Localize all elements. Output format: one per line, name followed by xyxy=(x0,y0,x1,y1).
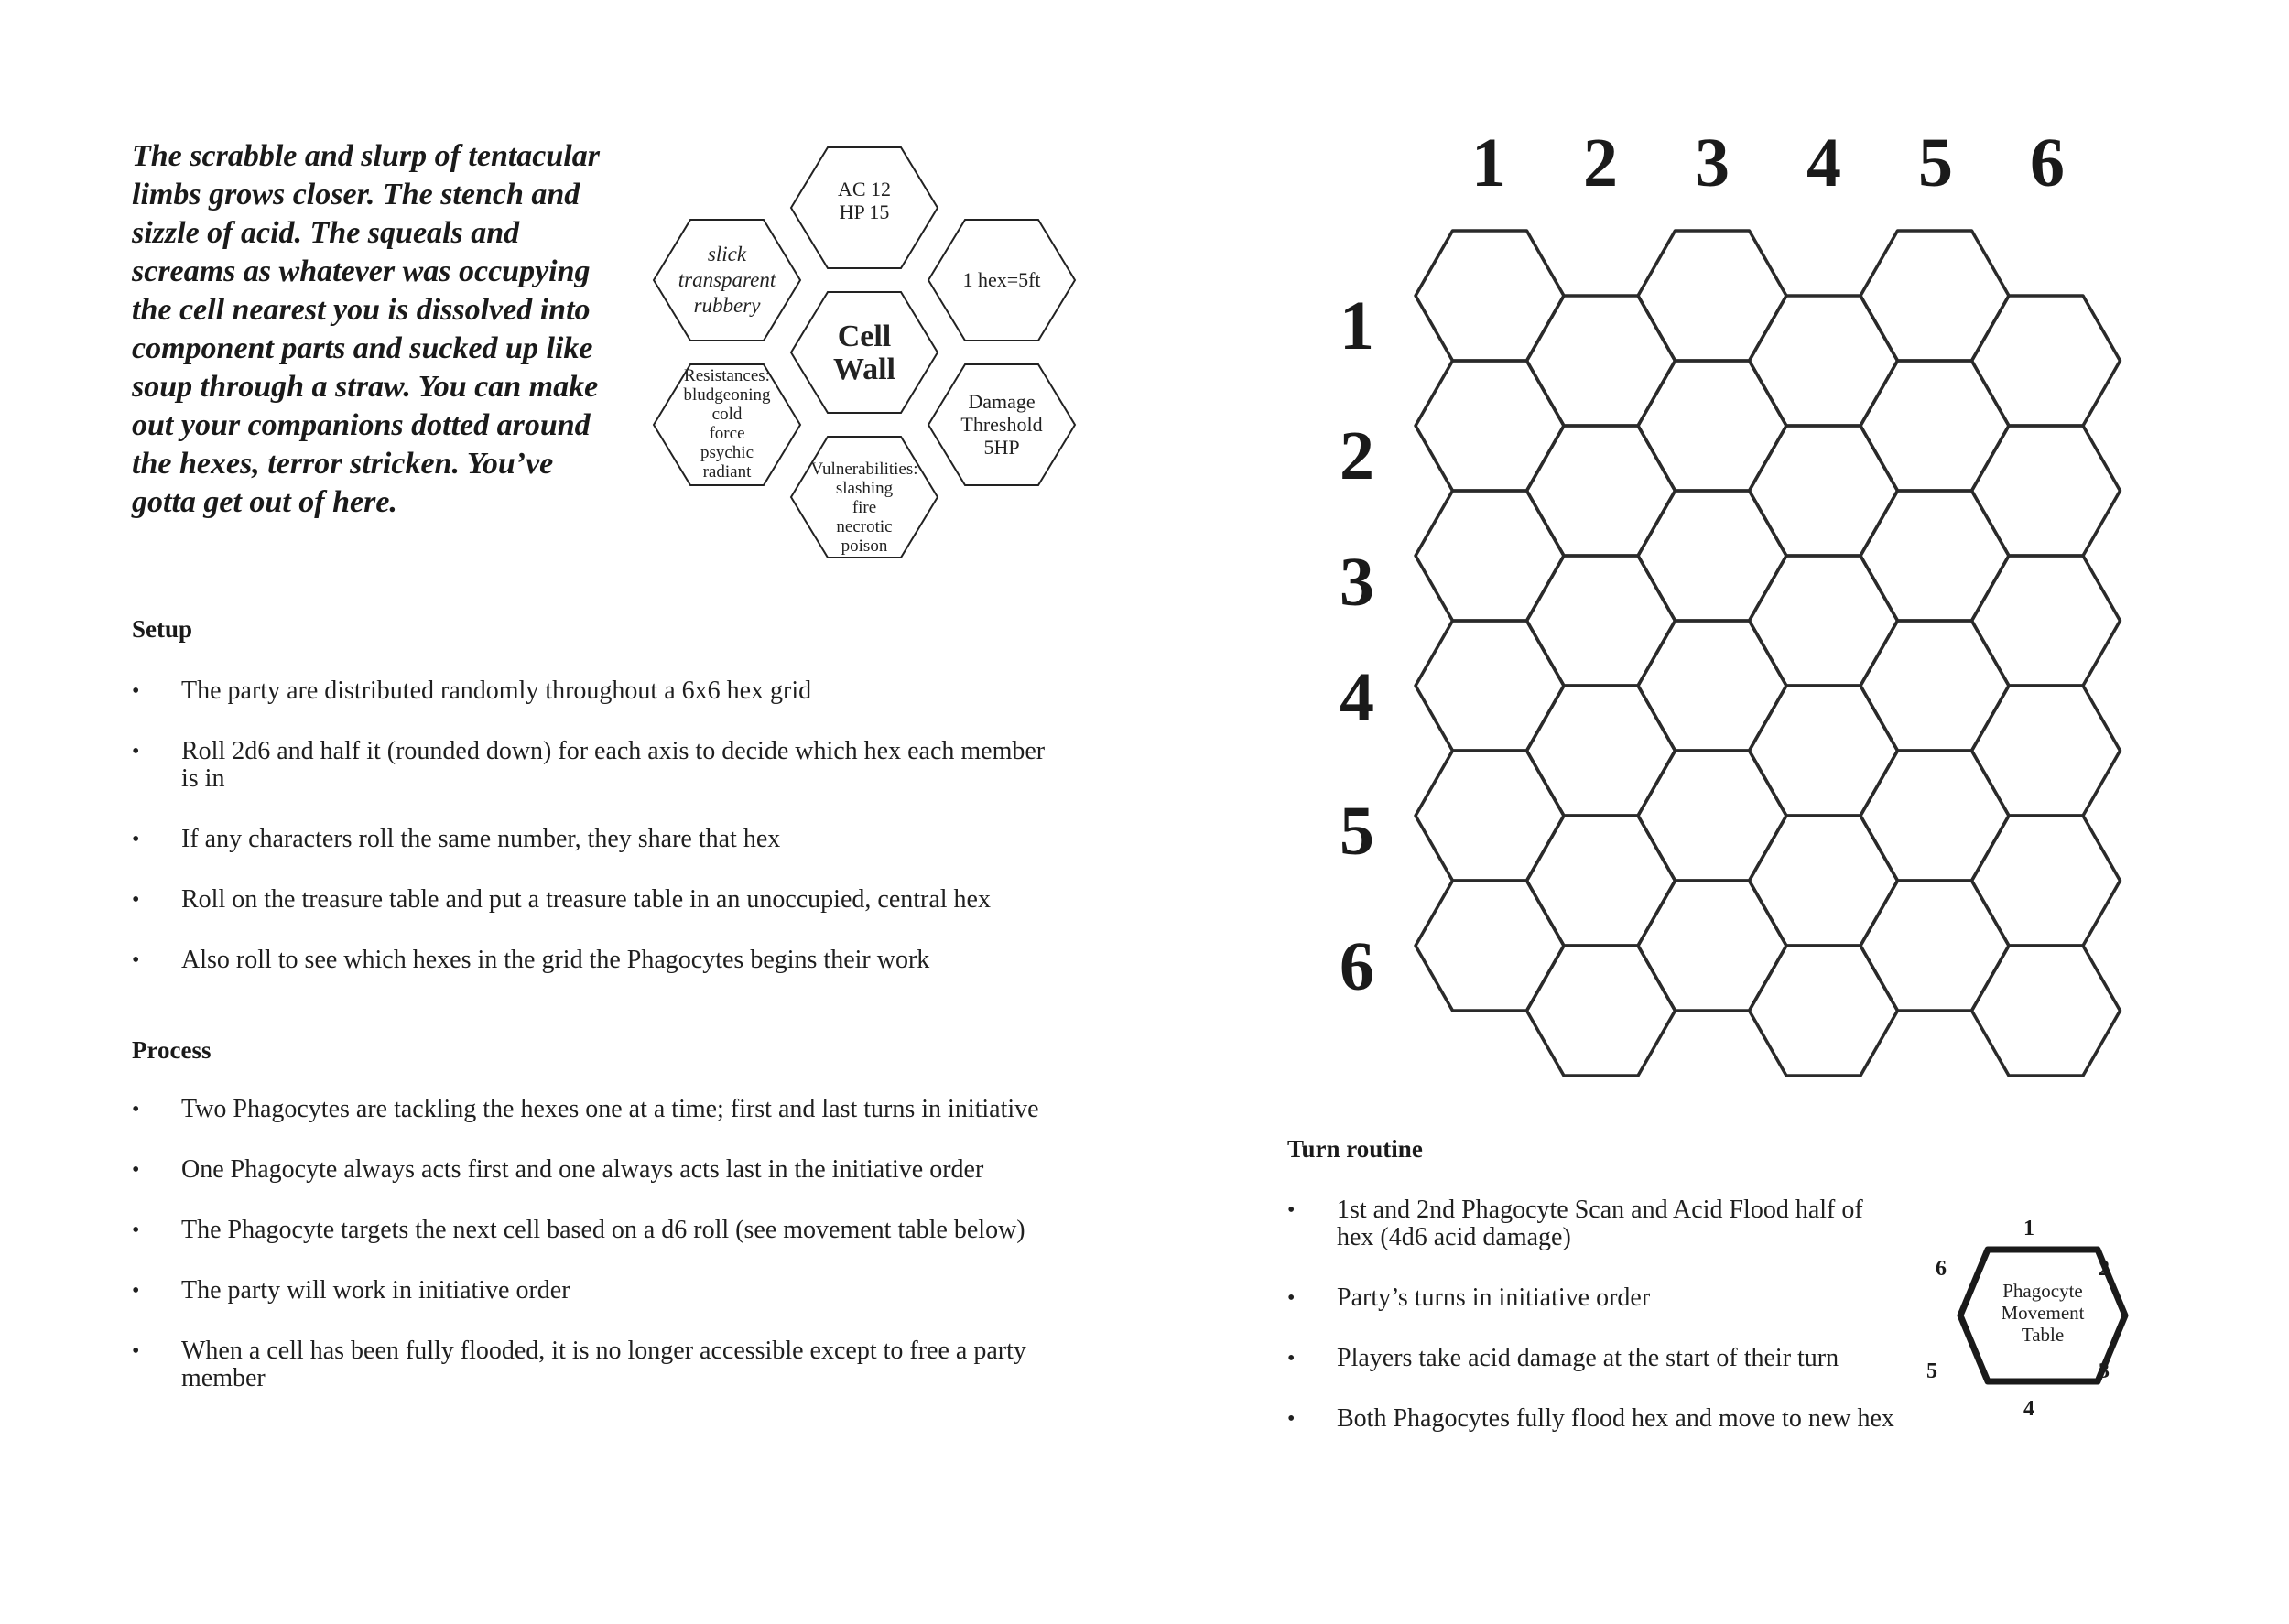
movement-direction: 4 xyxy=(2023,1397,2034,1421)
resistances-list: Resistances: bludgeoning cold force psychic radiant xyxy=(683,366,771,482)
movement-table-label: Phagocyte Movement Table xyxy=(2001,1280,2085,1346)
hex-scale-note: 1 hex=5ft xyxy=(962,268,1041,291)
grid-row-label: 4 xyxy=(1340,659,1374,736)
grid-row-label: 5 xyxy=(1340,793,1374,870)
movement-direction: 2 xyxy=(2099,1257,2110,1281)
setup-heading: Setup xyxy=(132,615,193,643)
grid-row-label: 6 xyxy=(1340,928,1374,1005)
movement-direction: 3 xyxy=(2099,1359,2110,1383)
turn-routine-heading: Turn routine xyxy=(1287,1135,1423,1163)
cell-wall-title: Cell Wall xyxy=(832,319,896,386)
vulnerabilities-list: Vulnerabilities: slashing fire necrotic poison xyxy=(810,460,918,556)
intro-flavor-text: The scrabble and slurp of tentacular limbs grows closer. The stench and sizzle of acid. The squeals and screams as whatever was occupying the cell nearest you is dissolved into component parts and sucked up like soup through a straw. You can make out your companions dotted around the hexes, terror stricken. You’ve gotta get out of here. xyxy=(132,139,600,519)
damage-threshold: Damage Threshold 5HP xyxy=(960,390,1043,459)
grid-column-label: 2 xyxy=(1583,125,1618,201)
list-item: • If any characters roll the same number, they share that hex xyxy=(132,826,1047,853)
movement-direction: 6 xyxy=(1936,1257,1947,1281)
list-item: • Two Phagocytes are tackling the hexes one at a time; first and last turns in initiative xyxy=(132,1096,1047,1123)
grid-row-label: 1 xyxy=(1340,287,1374,364)
list-item: • The party will work in initiative order xyxy=(132,1277,1047,1305)
process-heading: Process xyxy=(132,1036,212,1064)
list-item: • 1st and 2nd Phagocyte Scan and Acid Flood half of hex (4d6 acid damage) xyxy=(1287,1196,1897,1251)
grid-row-label: 2 xyxy=(1340,417,1374,494)
movement-direction: 5 xyxy=(1926,1359,1937,1383)
list-item: • When a cell has been fully flooded, it is no longer accessible except to free a party member xyxy=(132,1337,1047,1392)
movement-direction: 1 xyxy=(2023,1217,2034,1240)
list-item: • The party are distributed randomly throughout a 6x6 hex grid xyxy=(132,677,1047,705)
list-item: • The Phagocyte targets the next cell based on a d6 roll (see movement table below) xyxy=(132,1217,1047,1244)
grid-column-label: 1 xyxy=(1471,125,1506,201)
list-item: • Also roll to see which hexes in the grid the Phagocytes begins their work xyxy=(132,947,1047,974)
grid-column-label: 5 xyxy=(1918,125,1953,201)
grid-column-label: 6 xyxy=(2030,125,2065,201)
grid-row-label: 3 xyxy=(1340,544,1374,621)
list-item: • Party’s turns in initiative order xyxy=(1287,1284,1897,1312)
list-item: • Both Phagocytes fully flood hex and move to new hex xyxy=(1287,1405,1897,1433)
grid-column-label: 4 xyxy=(1806,125,1841,201)
list-item: • Roll on the treasure table and put a treasure table in an unoccupied, central hex xyxy=(132,886,1047,914)
cell-wall-texture: slick transparent rubbery xyxy=(678,243,776,317)
cell-wall-stats: AC 12 HP 15 xyxy=(837,178,892,223)
grid-column-label: 3 xyxy=(1695,125,1730,201)
list-item: • One Phagocyte always acts first and one always acts last in the initiative order xyxy=(132,1156,1047,1184)
list-item: • Roll 2d6 and half it (rounded down) for each axis to decide which hex each member is in xyxy=(132,738,1047,793)
list-item: • Players take acid damage at the start of their turn xyxy=(1287,1345,1897,1372)
